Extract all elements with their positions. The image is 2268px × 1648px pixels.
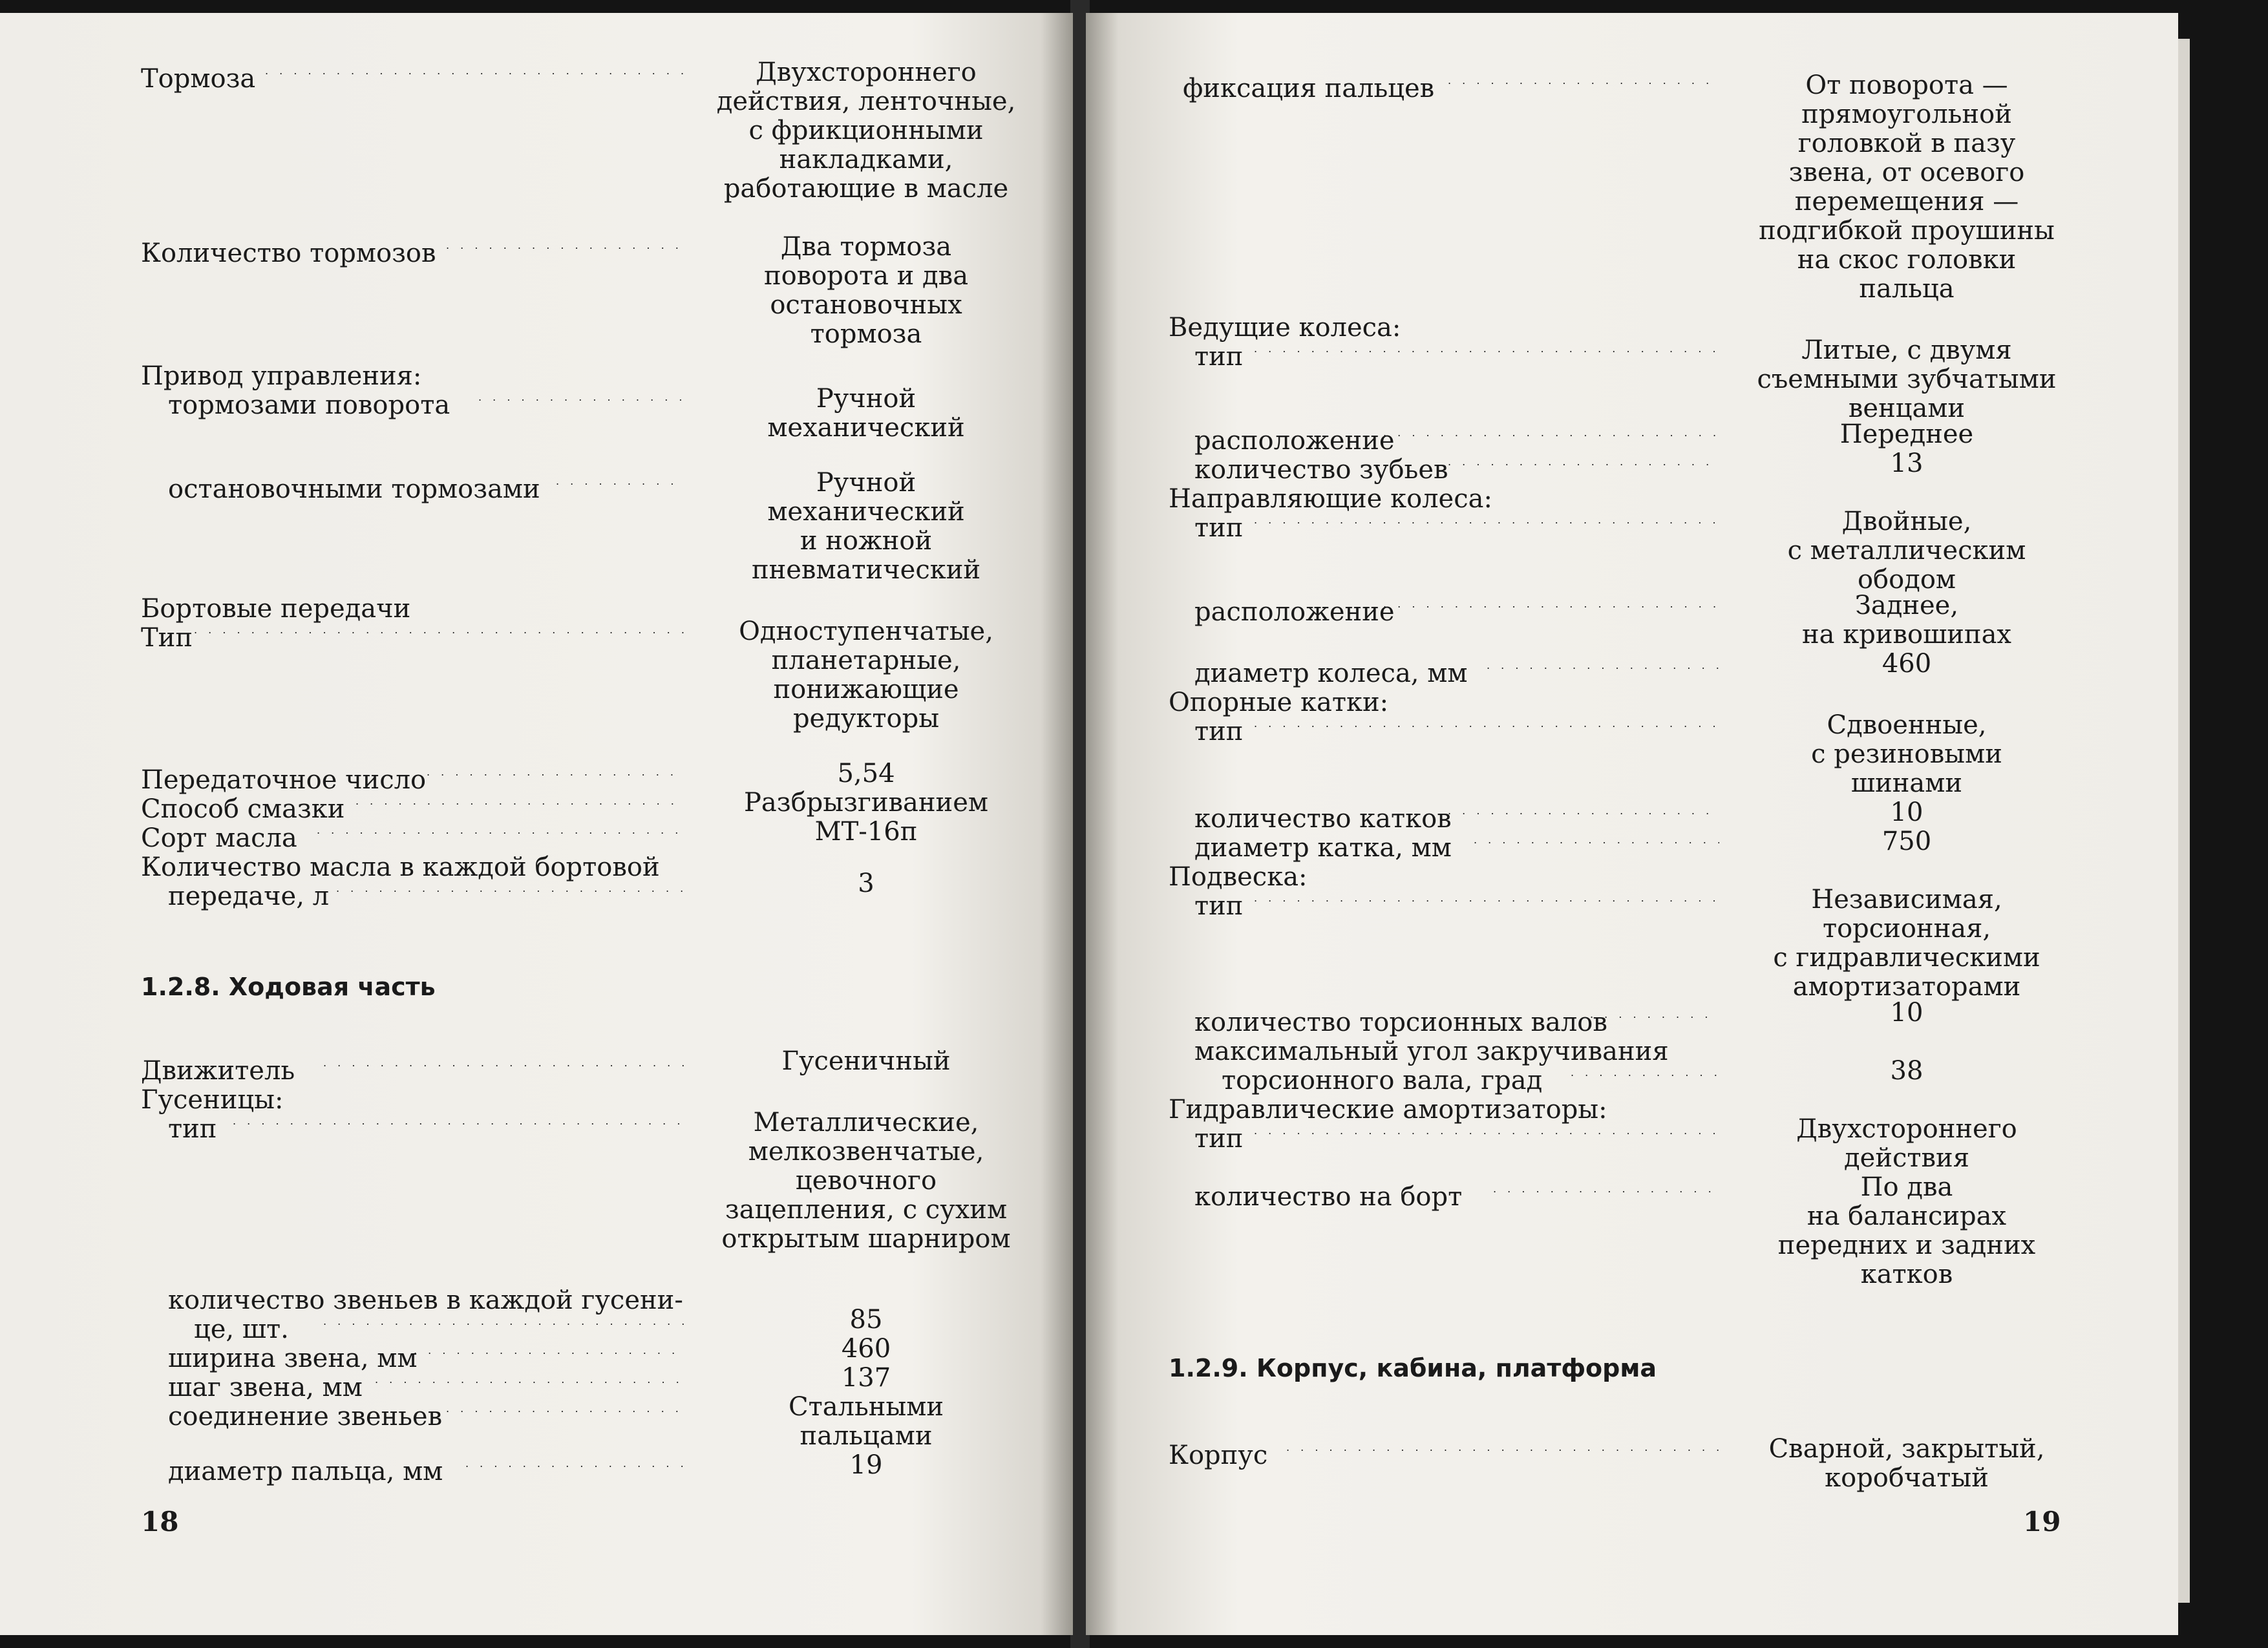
dot-leader <box>375 1373 685 1386</box>
value-brakes: Двухстороннего действия, ленточные, с фрикционными накладками, работающие в масле <box>716 58 1016 204</box>
value-oil-amount: 3 <box>858 869 874 898</box>
dot-leader <box>233 1115 685 1127</box>
dot-leader <box>1590 1008 1719 1020</box>
value-pin-fixation: От поворота — прямоугольной головкой в пазу звена, от осевого перемещения — подгибкой проушины на скос головки пальца <box>1759 70 2055 304</box>
value-idler-diameter: 460 <box>1881 649 1932 679</box>
label-turn-brakes: тормозами поворота <box>168 390 450 420</box>
dot-leader <box>355 795 685 807</box>
label-brake-count: Количество тормозов <box>141 238 436 268</box>
heading-control-drive: Привод управления: <box>141 361 422 391</box>
dot-leader <box>1254 343 1719 355</box>
value-link-connection: Стальными пальцами <box>788 1392 944 1451</box>
label-link-pitch: шаг звена, мм <box>168 1373 363 1402</box>
dot-leader <box>194 624 685 636</box>
dot-leader <box>1383 598 1719 610</box>
dot-leader <box>414 1344 685 1357</box>
dot-leader <box>427 766 685 778</box>
label-idler-position: расположение <box>1194 597 1395 627</box>
value-link-count: 85 <box>849 1305 883 1335</box>
dot-leader <box>446 239 685 251</box>
section-title-running-gear: 1.2.8. Ходовая часть <box>141 973 436 1001</box>
value-track-type: Металлические, мелкозвенчатые, цевочного зацепления, с сухим открытым шарниром <box>721 1108 1011 1254</box>
value-turn-brakes: Ручной механический <box>767 384 965 443</box>
page-number-left: 18 <box>141 1506 179 1537</box>
label-suspension-type: тип <box>1194 891 1244 921</box>
label-torsion-bar-count: количество торсионных валов <box>1194 1008 1607 1037</box>
heading-tracks: Гусеницы: <box>141 1085 284 1115</box>
label-hull: Корпус <box>1169 1441 1268 1470</box>
label-stop-brakes: остановочными тормозами <box>168 474 540 504</box>
label-propulsion: Движитель <box>141 1056 295 1086</box>
heading-shock-absorbers: Гидравлические амортизаторы: <box>1169 1095 1607 1125</box>
page-number-right: 19 <box>2023 1506 2061 1537</box>
label-final-drive-type: Тип <box>141 623 193 653</box>
value-hull: Сварной, закрытый, коробчатый <box>1768 1434 2045 1493</box>
dot-leader <box>1254 717 1719 730</box>
value-road-wheel-type: Сдвоенные, с резиновыми шинами <box>1811 710 2002 798</box>
label-link-connection: соединение звеньев <box>168 1402 443 1431</box>
label-link-count-line1: количество звеньев в каждой гусени- <box>168 1285 683 1315</box>
dot-leader <box>1571 1066 1719 1079</box>
value-brake-count: Два тормоза поворота и два остановочных тормоза <box>763 232 969 349</box>
label-twist-angle: торсионного вала, град <box>1222 1066 1543 1095</box>
label-track-type: тип <box>168 1114 217 1144</box>
page-right <box>1086 13 2178 1635</box>
dot-leader <box>465 1457 685 1470</box>
dot-leader <box>1448 74 1719 87</box>
label-drive-wheel-position: расположение <box>1194 426 1395 456</box>
dot-leader <box>317 824 685 836</box>
heading-final-drives: Бортовые передачи <box>141 594 411 624</box>
heading-suspension: Подвеска: <box>1169 862 1308 892</box>
label-pin-diameter: диаметр пальца, мм <box>168 1457 443 1486</box>
value-drive-wheel-position: Переднее <box>1839 419 1974 449</box>
value-stop-brakes: Ручной механический и ножной пневматический <box>751 468 981 585</box>
value-oil-grade: МТ-16п <box>814 817 918 847</box>
label-brakes: Тормоза <box>141 64 256 94</box>
dot-leader <box>556 475 685 487</box>
heading-idler-wheels: Направляющие колеса: <box>1169 484 1492 514</box>
label-gear-ratio: Передаточное число <box>141 765 427 795</box>
label-road-wheel-count: количество катков <box>1194 804 1452 834</box>
label-idler-diameter: диаметр колеса, мм <box>1194 659 1468 688</box>
label-road-wheel-diameter: диаметр катка, мм <box>1194 833 1452 863</box>
value-torsion-bar-count: 10 <box>1890 998 1924 1028</box>
label-twist-angle-line1: максимальный угол закручивания <box>1194 1037 1669 1066</box>
label-pin-fixation: фиксация пальцев <box>1183 74 1435 103</box>
value-gear-ratio: 5,54 <box>837 759 895 788</box>
value-idler-type: Двойные, с металлическим ободом <box>1787 507 2026 595</box>
value-twist-angle: 38 <box>1890 1056 1924 1086</box>
label-oil-amount-line1: Количество масла в каждой бортовой <box>141 852 660 882</box>
value-link-width: 460 <box>841 1334 891 1364</box>
dot-leader <box>1448 805 1719 817</box>
dot-leader <box>1448 456 1719 468</box>
dot-leader <box>323 1057 685 1069</box>
value-teeth-count: 13 <box>1890 449 1924 478</box>
value-pin-diameter: 19 <box>849 1450 883 1480</box>
label-lubrication: Способ смазки <box>141 794 345 824</box>
label-oil-grade: Сорт масла <box>141 823 297 853</box>
label-road-wheel-type: тип <box>1194 717 1244 746</box>
dot-leader <box>265 65 685 77</box>
label-teeth-count: количество зубьев <box>1194 455 1448 485</box>
dot-leader <box>1286 1441 1719 1453</box>
value-suspension-type: Независимая, торсионная, с гидравлическими амортизаторами <box>1773 885 2040 1002</box>
page-left <box>0 13 1073 1635</box>
label-idler-type: тип <box>1194 513 1244 543</box>
value-shock-count: По два на балансирах передних и задних катков <box>1777 1172 2036 1289</box>
value-link-pitch: 137 <box>841 1363 891 1393</box>
dot-leader <box>1474 834 1719 846</box>
value-shock-type: Двухстороннего действия <box>1796 1114 2017 1173</box>
value-drive-wheel-type: Литые, с двумя съемными зубчатыми венцами <box>1757 335 2057 423</box>
label-link-count: це, шт. <box>194 1315 289 1344</box>
label-shock-type: тип <box>1194 1124 1244 1154</box>
dot-leader <box>323 1315 685 1327</box>
label-link-width: ширина звена, мм <box>168 1344 418 1373</box>
dot-leader <box>1487 659 1719 671</box>
value-propulsion: Гусеничный <box>781 1046 951 1076</box>
heading-drive-wheels: Ведущие колеса: <box>1169 313 1401 343</box>
value-road-wheel-diameter: 750 <box>1881 827 1932 856</box>
value-road-wheel-count: 10 <box>1890 798 1924 827</box>
label-oil-amount: передаче, л <box>168 882 330 911</box>
label-shock-count: количество на борт <box>1194 1182 1463 1212</box>
value-final-drive-type: Одноступенчатые, планетарные, понижающие редукторы <box>739 617 993 734</box>
value-idler-position: Заднее, на кривошипах <box>1801 591 2011 650</box>
value-lubrication: Разбрызгиванием <box>743 788 988 818</box>
dot-leader <box>1493 1183 1719 1195</box>
dot-leader <box>478 391 685 403</box>
section-title-hull: 1.2.9. Корпус, кабина, платформа <box>1169 1354 1657 1382</box>
heading-road-wheels: Опорные катки: <box>1169 688 1389 717</box>
dot-leader <box>336 882 685 894</box>
dot-leader <box>1254 892 1719 904</box>
dot-leader <box>1254 1125 1719 1137</box>
dot-leader <box>1383 427 1719 439</box>
dot-leader <box>1254 514 1719 526</box>
label-drive-wheel-type: тип <box>1194 342 1244 372</box>
dot-leader <box>446 1402 685 1415</box>
page-edge <box>2178 39 2190 1603</box>
